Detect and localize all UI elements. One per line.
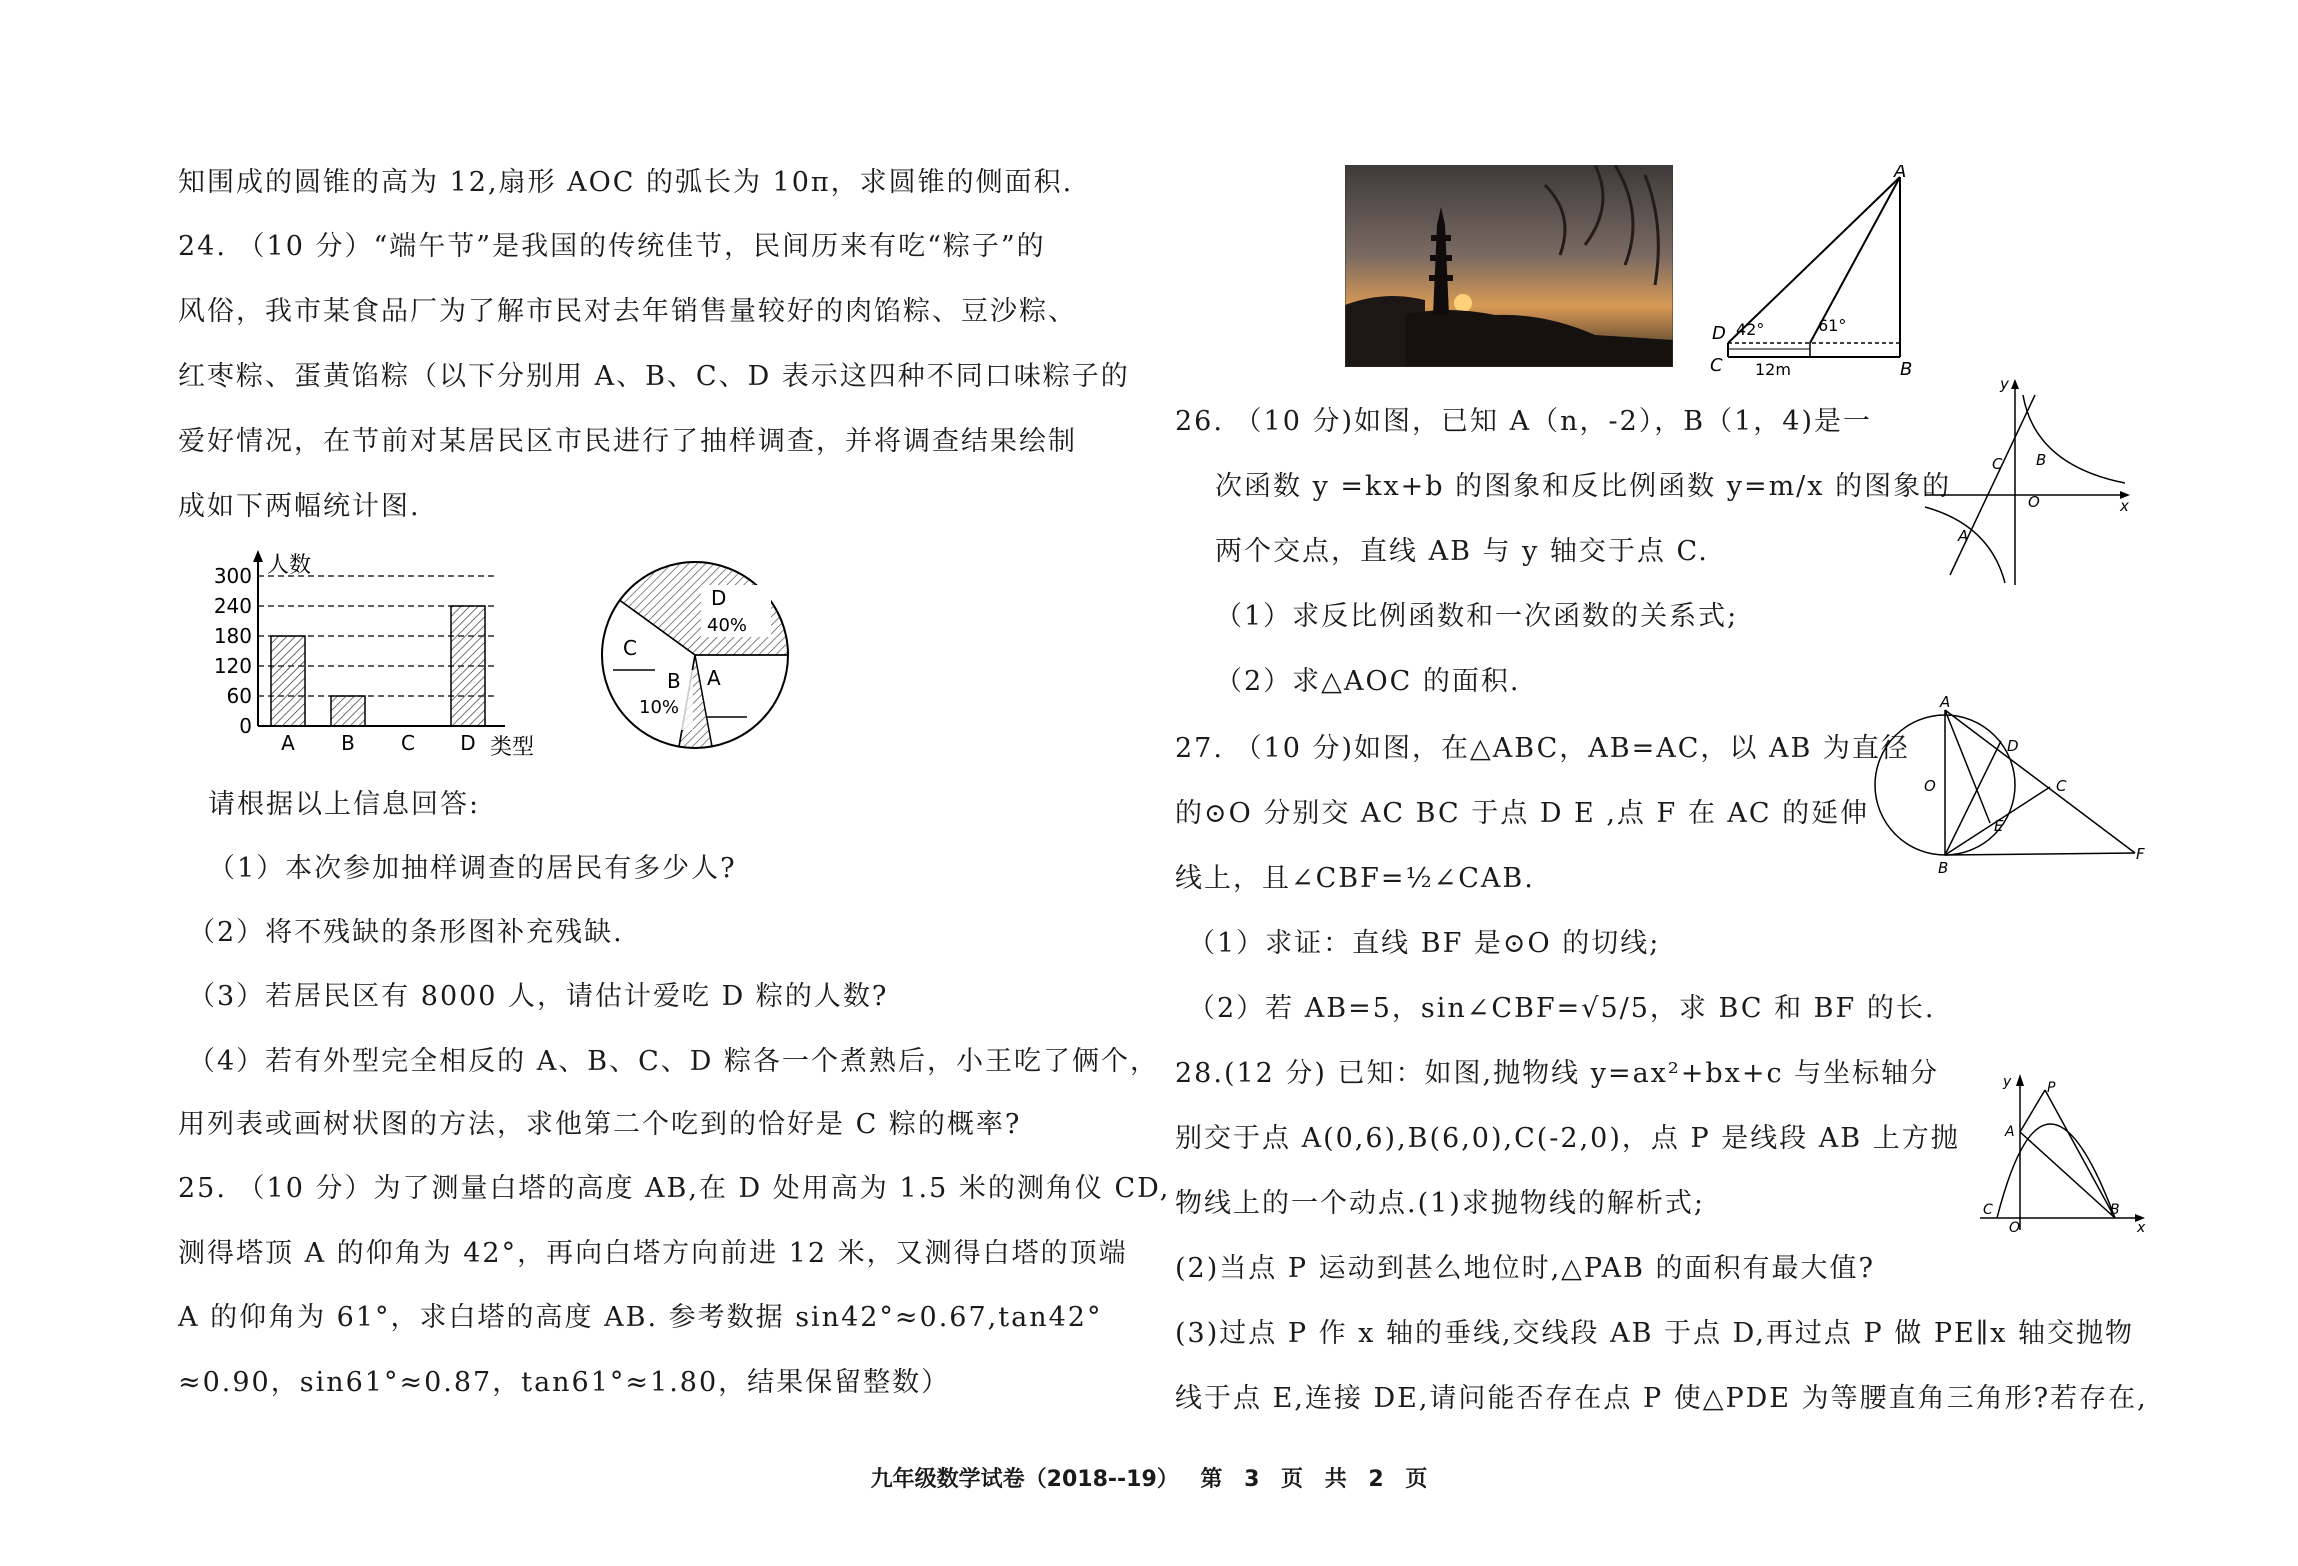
fig27-label-a: A: [1940, 695, 1951, 711]
tower-label-b: B: [1900, 359, 1913, 380]
fig26-label-c: C: [1992, 455, 2003, 473]
sub-question-2: （2）若 AB=5，sin∠CBF=√5/5，求 BC 和 BF 的长.: [1188, 993, 1936, 1024]
text-line: 爱好情况，在节前对某居民区市民进行了抽样调查，并将调查结果绘制: [178, 426, 1077, 457]
fig27-label-o: O: [1924, 777, 1936, 795]
sub-question-2: (2)当点 P 运动到甚么地位时,△PAB 的面积有最大值?: [1175, 1253, 1876, 1284]
tower-angle-diagram: [1700, 165, 1930, 380]
question-26-line: 26. （10 分)如图，已知 A（n，-2），B（1，4)是一: [1175, 406, 1872, 437]
fig28-label-a: A: [2005, 1124, 2015, 1140]
y-axis-label: 人数: [267, 553, 312, 578]
circle-tangent-figure: [1870, 695, 2150, 875]
text-line: 用列表或画树状图的方法，求他第二个吃到的恰好是 C 粽的概率?: [178, 1109, 1022, 1140]
text-line: 两个交点，直线 AB 与 y 轴交于点 C.: [1215, 536, 1709, 567]
y-tick-label: 180: [213, 624, 252, 648]
fig27-label-d: D: [2007, 737, 2019, 755]
x-tick-label: B: [341, 731, 355, 755]
fig28-label-y: y: [2003, 1074, 2012, 1090]
question-27-line: 27. （10 分)如图，在△ABC，AB=AC，以 AB 为直径: [1175, 733, 1910, 764]
y-tick-label: 120: [213, 654, 252, 678]
pie-label-b-pct: 10%: [639, 697, 680, 718]
bar-d: [451, 606, 485, 726]
page-footer: 九年级数学试卷（2018--19） 第 3 页 共 2 页: [870, 1467, 1428, 1492]
fig26-label-y: y: [2000, 375, 2009, 393]
tower-label-c: C: [1710, 355, 1723, 376]
question-25-line: 25. （10 分）为了测量白塔的高度 AB,在 D 处用高为 1.5 米的测角仪 CD,: [178, 1173, 1171, 1204]
text-line: 请根据以上信息回答:: [208, 789, 481, 820]
text-line: 风俗，我市某食品厂为了解市民对去年销售量较好的肉馅粽、豆沙粽、: [178, 296, 1077, 327]
fig26-label-a: A: [1958, 527, 1969, 545]
bar-b: [331, 696, 365, 726]
fig27-label-f: F: [2136, 845, 2145, 863]
pie-label-d: D: [711, 586, 727, 610]
hyperbola-line-figure: [1920, 375, 2135, 590]
pie-label-a: A: [707, 666, 721, 690]
fig28-label-p: P: [2047, 1080, 2056, 1096]
sub-question-4: （4）若有外型完全相反的 A、B、C、D 粽各一个煮熟后，小王吃了俩个，: [188, 1046, 1159, 1077]
y-tick-label: 240: [213, 594, 252, 618]
y-axis-arrow-icon: [253, 550, 263, 562]
x-axis-label: 类型: [490, 735, 535, 760]
y-tick-label: 300: [213, 564, 252, 588]
text-line: 测得塔顶 A 的仰角为 42°，再向白塔方向前进 12 米，又测得白塔的顶端: [178, 1238, 1128, 1269]
tower-angle-61: 61°: [1818, 316, 1847, 335]
tower-angle-42: 42°: [1736, 320, 1765, 339]
text-line: 红枣粽、蛋黄馅粽（以下分别用 A、B、C、D 表示这四种不同口味粽子的: [178, 361, 1130, 392]
text-line: ≈0.90，sin61°≈0.87，tan61°≈1.80，结果保留整数）: [178, 1367, 951, 1398]
fig27-label-b: B: [1938, 859, 1949, 875]
pie-label-b: B: [667, 669, 681, 693]
text-line: 线于点 E,连接 DE,请问能否存在点 P 使△PDE 为等腰直角三角形?若存在,: [1175, 1383, 2148, 1414]
parabola-figure: [1975, 1070, 2150, 1235]
fig27-label-e: E: [1994, 817, 2004, 835]
fig26-label-o: O: [2028, 493, 2040, 511]
tower-distance-label: 12m: [1755, 360, 1791, 379]
text-line: 成如下两幅统计图.: [178, 491, 421, 522]
fig28-label-x: x: [2137, 1220, 2146, 1235]
sub-question-1: （1）求证：直线 BF 是⊙O 的切线;: [1188, 928, 1661, 959]
sub-question-1: （1）求反比例函数和一次函数的关系式;: [1215, 601, 1739, 632]
sub-question-2: （2）将不残缺的条形图补充残缺.: [188, 917, 624, 948]
text-line: 物线上的一个动点.(1)求抛物线的解析式;: [1175, 1188, 1705, 1219]
question-28-line: 28.(12 分) 已知：如图,抛物线 y=ax²+bx+c 与坐标轴分: [1175, 1058, 1940, 1089]
text-line: 别交于点 A(0,6),B(6,0),C(-2,0)，点 P 是线段 AB 上方抛: [1175, 1123, 1960, 1154]
bar-chart: [205, 548, 545, 760]
pie-chart: [595, 555, 795, 755]
text-line: 线上，且∠CBF=½∠CAB.: [1175, 863, 1535, 894]
sub-question-2: （2）求△AOC 的面积.: [1215, 666, 1521, 697]
sub-question-1: （1）本次参加抽样调查的居民有多少人?: [208, 853, 737, 884]
fig26-label-x: x: [2120, 497, 2129, 515]
pie-label-c: C: [623, 636, 637, 660]
white-tower-photo: [1345, 165, 1673, 367]
y-tick-label: 60: [226, 684, 252, 708]
text-line: 的⊙O 分别交 AC BC 于点 D E ,点 F 在 AC 的延伸: [1175, 798, 1870, 829]
bar-a: [271, 636, 305, 726]
text-line: 次函数 y =kx+b 的图象和反比例函数 y=m/x 的图象的: [1215, 471, 1952, 502]
fig28-label-b: B: [2110, 1202, 2120, 1218]
fig27-label-c: C: [2056, 777, 2067, 795]
sub-question-3: （3）若居民区有 8000 人，请估计爱吃 D 粽的人数?: [188, 981, 889, 1012]
question-24-line: 24. （10 分）“端午节”是我国的传统佳节，民间历来有吃“粽子”的: [178, 231, 1046, 262]
x-tick-label: D: [460, 731, 476, 755]
pie-label-d-pct: 40%: [707, 615, 748, 636]
fig28-label-c: C: [1983, 1202, 1993, 1218]
tower-label-d: D: [1712, 323, 1726, 344]
fig26-label-b: B: [2036, 451, 2047, 469]
sub-question-3: (3)过点 P 作 x 轴的垂线,交线段 AB 于点 D,再过点 P 做 PE∥x 轴交抛物: [1175, 1318, 2134, 1349]
text-line: 知围成的圆锥的高为 12,扇形 AOC 的弧长为 10π，求圆锥的侧面积.: [178, 167, 1074, 198]
tower-label-a: A: [1894, 165, 1907, 182]
text-line: A 的仰角为 61°，求白塔的高度 AB. 参考数据 sin42°≈0.67,tan42°: [178, 1302, 1103, 1333]
x-tick-label: A: [281, 731, 295, 755]
x-tick-label: C: [401, 731, 415, 755]
y-tick-label: 0: [239, 714, 252, 738]
fig28-label-o: O: [2009, 1220, 2021, 1235]
